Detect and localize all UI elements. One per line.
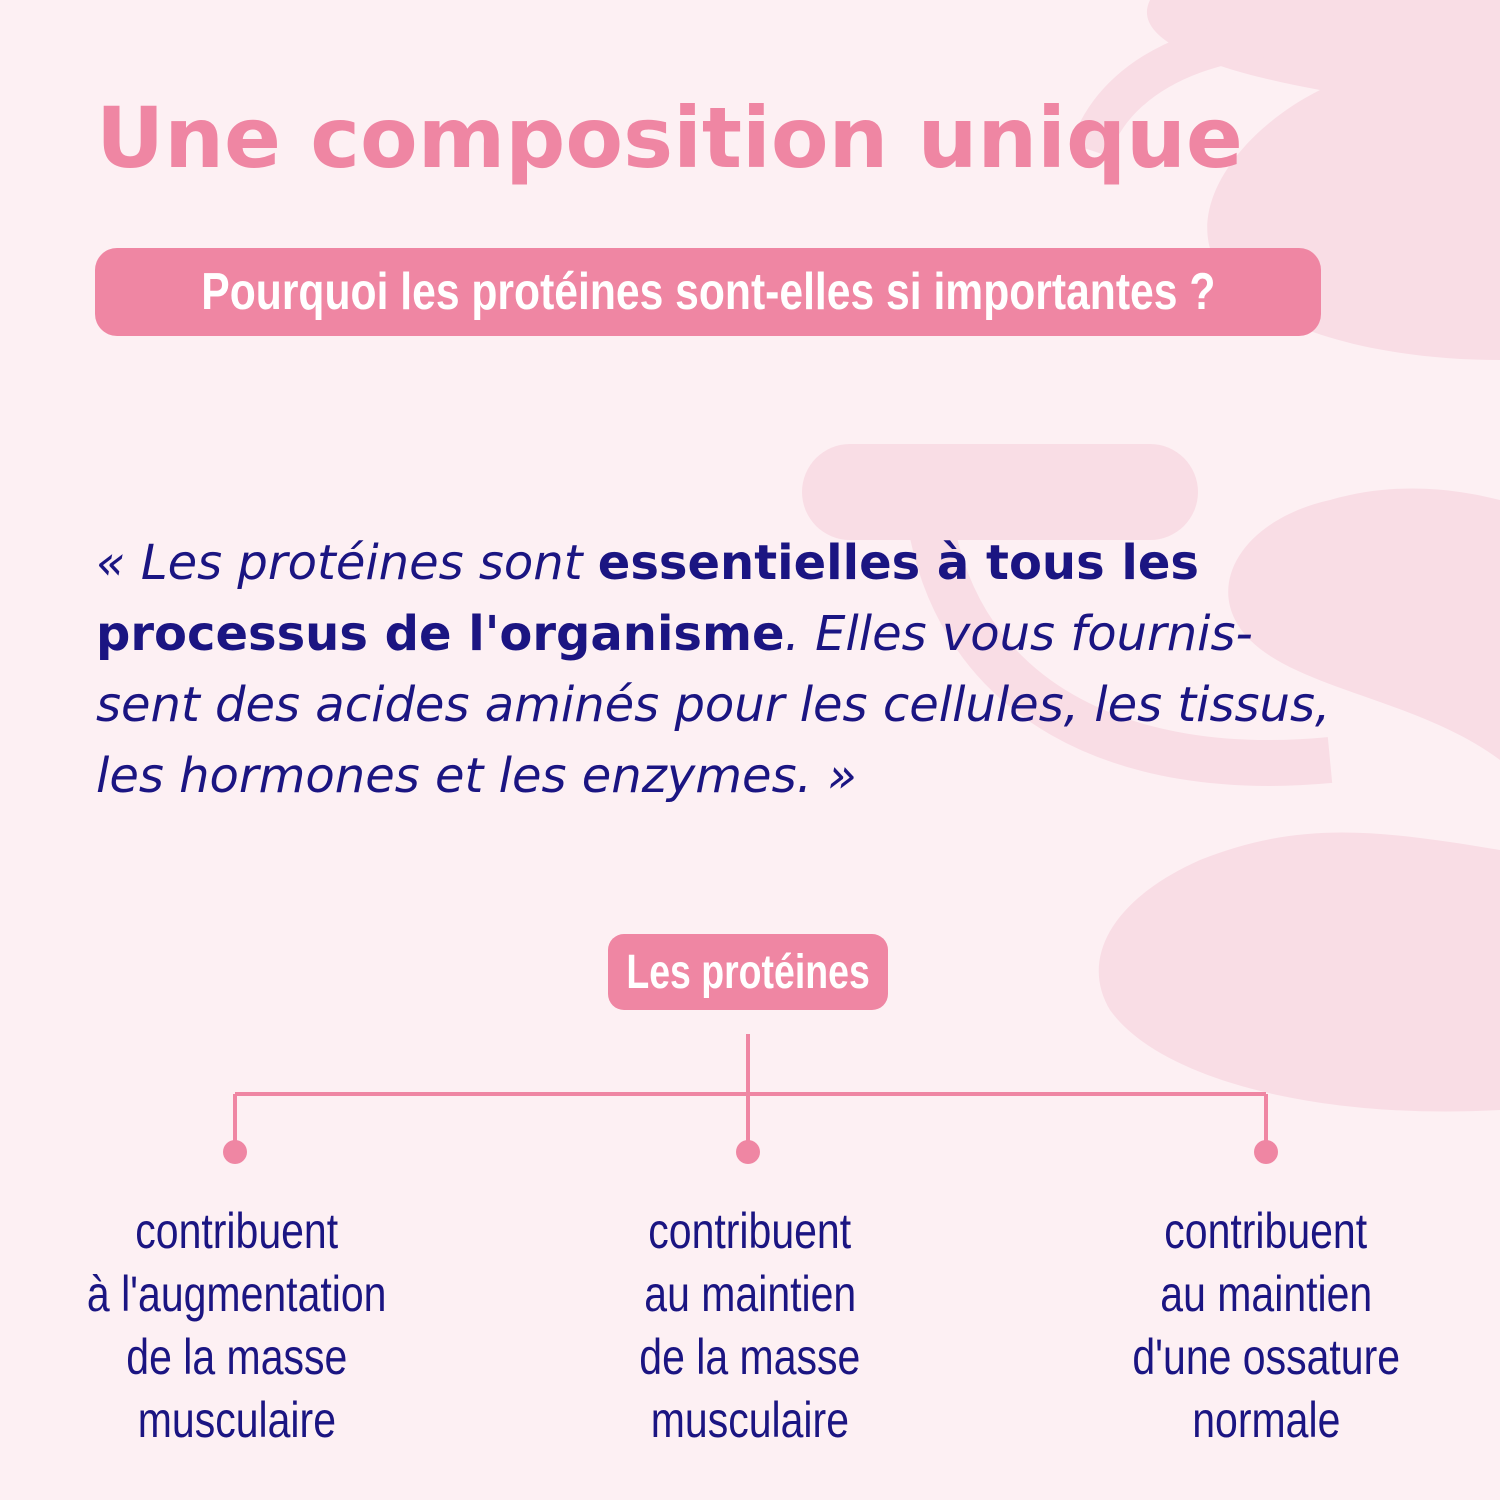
page-title: Une composition unique — [96, 89, 1243, 187]
leaf-text-line: au maintien — [1160, 1266, 1372, 1322]
diagram-root-label: Les protéines — [626, 945, 870, 999]
subtitle-banner — [95, 248, 1321, 336]
leaf-text-line: contribuent — [1164, 1203, 1368, 1259]
diagram-root-node — [608, 934, 888, 1010]
leaf-text-line: musculaire — [137, 1392, 337, 1448]
quote-emphasis: essentielles à tous les processus de l'organisme — [96, 535, 1199, 662]
leaf-text-line: musculaire — [650, 1392, 850, 1448]
leaf-text-line: de la masse — [639, 1329, 861, 1385]
quote-rest: . Elles vous fournis- sent des acides aminés pour les cellules, les tissus, les hormones et les enzymes. » — [96, 606, 1331, 804]
leaf-text-line: contribuent — [648, 1203, 852, 1259]
leaf-text-line: normale — [1191, 1392, 1341, 1448]
quote-intro: « Les protéines sont — [96, 535, 598, 591]
leaf-text-line: à l'augmentation — [87, 1266, 387, 1322]
quote-paragraph — [96, 528, 1336, 812]
subtitle-text: Pourquoi les protéines sont-elles si importantes ? — [200, 263, 1216, 321]
diagram-leaf-muscle-growth — [27, 1200, 447, 1452]
diagram-leaf-muscle-maintenance — [540, 1200, 960, 1452]
leaf-text-line: d'une ossature — [1132, 1329, 1400, 1385]
leaf-text-line: contribuent — [135, 1203, 339, 1259]
leaf-text-line: de la masse — [126, 1329, 348, 1385]
diagram-leaf-bone-maintenance — [1056, 1200, 1476, 1452]
leaf-text-line: au maintien — [644, 1266, 856, 1322]
